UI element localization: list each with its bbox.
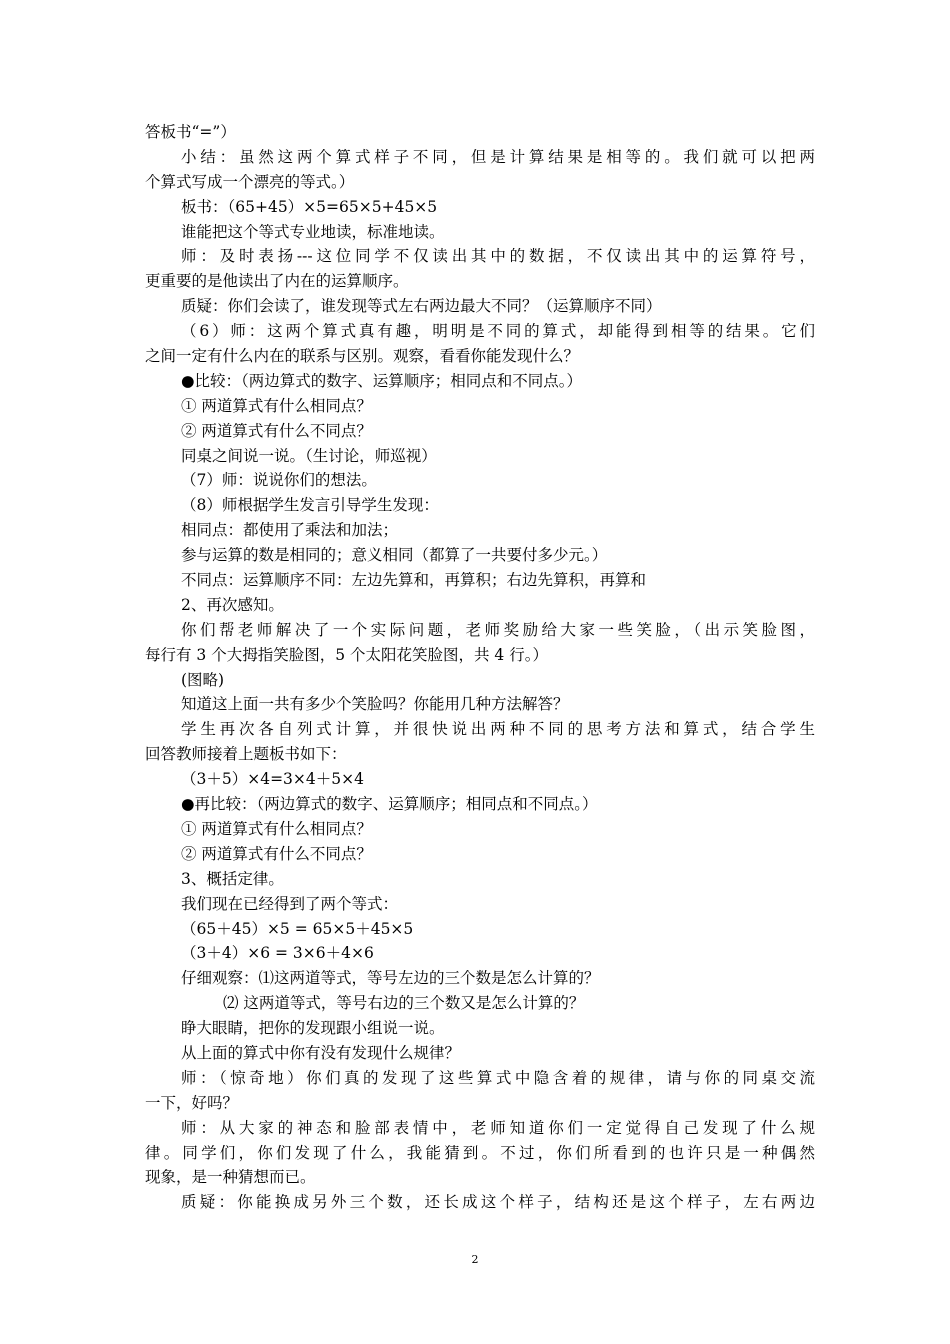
text-line: 知道这上面一共有多少个笑脸吗？你能用几种方法解答？ (181, 695, 569, 714)
text-line: 个算式写成一个漂亮的等式。） (145, 172, 355, 191)
text-line: 参与运算的数是相同的；意义相同（都算了一共要付多少元。） (181, 546, 608, 565)
text-line: （8）师根据学生发言引导学生发现： (181, 496, 439, 515)
text-line: （6）师：这两个算式真有趣，明明是不同的算式，却能得到相等的结果。它们 (181, 322, 815, 341)
text-line: 质疑：你能换成另外三个数，还长成这个样子，结构还是这个样子，左右两边 (181, 1193, 815, 1212)
text-line: 每行有 3 个大拇指笑脸图，5 个太阳花笑脸图，共 4 行。） (145, 645, 548, 664)
text-line: 不同点：运算顺序不同：左边先算和，再算积；右边先算积，再算和 (181, 571, 647, 590)
text-line: （3＋5）×4=3×4＋5×4 (181, 770, 364, 789)
text-line: 学生再次各自列式计算，并很快说出两种不同的思考方法和算式，结合学生 (181, 720, 815, 739)
text-line: 板书：（65+45）×5=65×5+45×5 (181, 197, 438, 216)
page-number: 2 (471, 1253, 479, 1266)
text-line: 答板书“=”） (145, 123, 236, 141)
text-line: ① 两道算式有什么相同点？ (181, 819, 372, 838)
text-line: （3＋4）×6 = 3×6＋4×6 (181, 944, 374, 963)
text-line: 相同点：都使用了乘法和加法； (181, 521, 399, 540)
text-line: 师：及时表扬---这位同学不仅读出其中的数据，不仅读出其中的运算符号， (181, 247, 815, 266)
text-line: ●比较：（两边算式的数字、运算顺序；相同点和不同点。） (181, 371, 583, 390)
text-line: ⑵ 这两道等式，等号右边的三个数又是怎么计算的？ (223, 994, 585, 1013)
text-line: 更重要的是他读出了内在的运算顺序。 (145, 272, 409, 291)
text-line: 现象，是一种猜想而已。 (145, 1168, 316, 1187)
text-line: 我们现在已经得到了两个等式： (181, 894, 399, 913)
text-line: 质疑：你们会读了，谁发现等式左右两边最大不同？（运算顺序不同） (181, 297, 662, 316)
text-line: 同桌之间说一说。（生讨论，师巡视） (181, 446, 437, 465)
text-line: 小结：虽然这两个算式样子不同，但是计算结果是相等的。我们就可以把两 (181, 147, 815, 166)
text-line: 之间一定有什么内在的联系与区别。观察，看看你能发现什么？ (145, 347, 580, 366)
text-line: （7）师：说说你们的想法。 (181, 471, 377, 490)
text-line: 师：从大家的神态和脸部表情中，老师知道你们一定觉得自己发现了什么规 (181, 1118, 815, 1137)
document-body (145, 120, 815, 1215)
text-line: 律。同学们，你们发现了什么，我能猜到。不过，你们所看到的也许只是一种偶然 (145, 1143, 815, 1162)
text-line: 师：（惊奇地）你们真的发现了这些算式中隐含着的规律，请与你的同桌交流 (181, 1068, 815, 1087)
text-line: 仔细观察：⑴这两道等式，等号左边的三个数是怎么计算的？ (181, 969, 600, 988)
text-line: 2、再次感知。 (181, 595, 284, 614)
text-line: 回答教师接着上题板书如下： (145, 745, 347, 764)
text-line: 你们帮老师解决了一个实际问题，老师奖励给大家一些笑脸，（出示笑脸图， (181, 620, 815, 639)
text-line: (图略) (181, 670, 225, 689)
text-line: ① 两道算式有什么相同点？ (181, 396, 372, 415)
text-line: ② 两道算式有什么不同点？ (181, 844, 372, 863)
text-line: 谁能把这个等式专业地读，标准地读。 (181, 222, 445, 241)
text-line: 3、概括定律。 (181, 869, 284, 888)
text-line: 从上面的算式中你有没有发现什么规律？ (181, 1043, 461, 1062)
text-line: （65＋45）×5 = 65×5＋45×5 (181, 919, 414, 938)
text-line: 一下，好吗？ (145, 1093, 239, 1112)
text-line: ●再比较：（两边算式的数字、运算顺序；相同点和不同点。） (181, 795, 598, 814)
text-line: ② 两道算式有什么不同点？ (181, 421, 372, 440)
text-line: 睁大眼睛，把你的发现跟小组说一说。 (181, 1019, 445, 1038)
